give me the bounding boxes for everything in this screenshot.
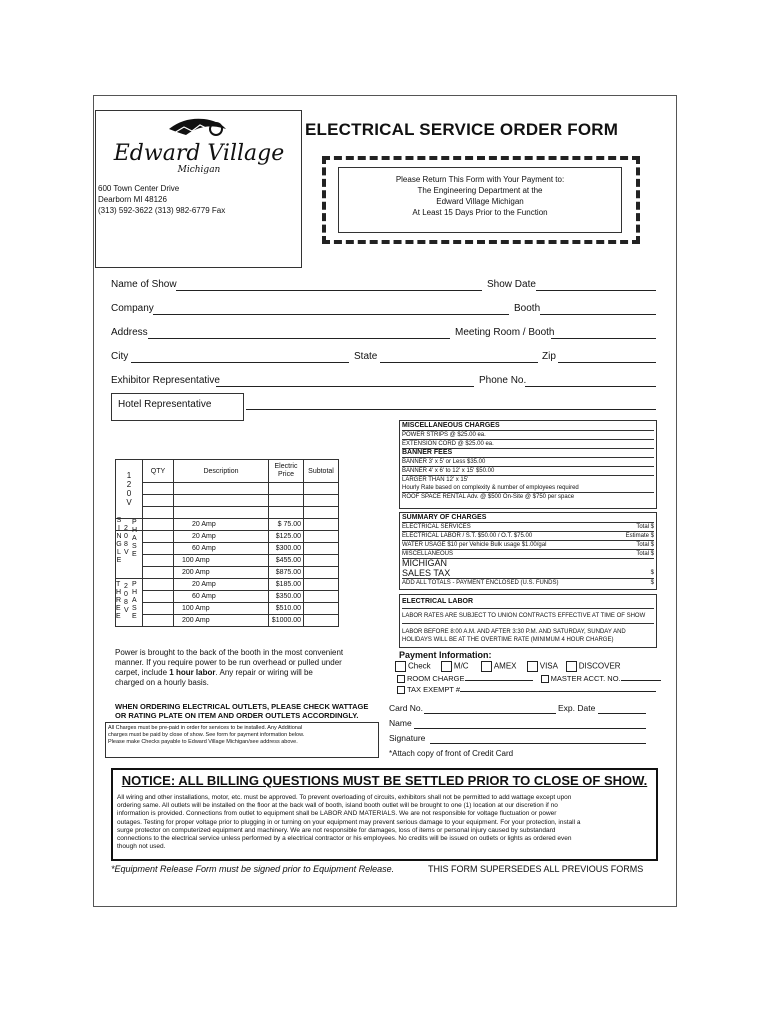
empty-cell (269, 483, 304, 495)
return-instructions (338, 167, 622, 233)
return-line: Please Return This Form with Your Payment to: (395, 175, 565, 184)
discover-label: DISCOVER (578, 661, 621, 671)
desc-cell: 100 Amp (174, 603, 269, 615)
single-phase-cell (116, 517, 143, 579)
address-label: Address (111, 327, 148, 338)
check-label: Check (408, 661, 431, 671)
subtotal-cell[interactable] (304, 531, 339, 543)
price-cell: $1000.00 (269, 615, 304, 627)
summary-label: ADD ALL TOTALS - PAYMENT ENCLOSED (U.S. FUNDS) (402, 580, 559, 586)
notice-line: connections to the electrical service unless performed by a electrical contractor or his employees. No credits will be issued on outlets or lights as ordered even (117, 835, 572, 843)
exhibitor-rep-field[interactable] (216, 386, 474, 387)
payment-methods (395, 661, 621, 672)
prepaid-line: charges must be paid by close of show. See form for payment information below. (108, 732, 305, 738)
price-header: Electric Price (269, 460, 304, 483)
single-208-label: 2 0 8 V (124, 525, 129, 556)
billing-notice-box (111, 768, 658, 861)
subtotal-cell[interactable] (304, 555, 339, 567)
warning-line: WHEN ORDERING ELECTRICAL OUTLETS, PLEASE CHECK WATTAGE (115, 702, 369, 711)
name-of-show-label: Name of Show (111, 279, 177, 290)
subtotal-cell[interactable] (304, 591, 339, 603)
summary-title: SUMMARY OF CHARGES (402, 514, 654, 523)
subtotal-cell[interactable] (304, 519, 339, 531)
table-row (116, 495, 339, 507)
master-acct-label: MASTER ACCT. NO. (550, 674, 621, 683)
show-date-label: Show Date (487, 279, 536, 290)
exp-date-field[interactable] (598, 713, 646, 714)
meeting-room-label: Meeting Room / Booth (455, 327, 555, 338)
price-cell: $ 75.00 (269, 519, 304, 531)
notice-line: outages. Testing for proper voltage prior to plugging in or turning on your equipment may prevent serious damage to your equipment. For your protection, install a (117, 818, 581, 826)
table-row (116, 531, 339, 543)
qty-cell[interactable] (143, 483, 174, 495)
note-line: Power is brought to the back of the booth in the most convenient (115, 648, 344, 657)
qty-cell[interactable] (143, 567, 174, 579)
table-row (116, 591, 339, 603)
room-charge-checkbox[interactable] (397, 675, 405, 683)
power-table (115, 459, 339, 627)
address-field[interactable] (148, 338, 450, 339)
summary-label: SALES TAX (402, 568, 451, 578)
price-cell: $510.00 (269, 603, 304, 615)
banner-row: BANNER 4' x 6' to 12' x 15' $50.00 (402, 467, 654, 476)
signature-field[interactable] (430, 743, 646, 744)
city-label: City (111, 351, 129, 362)
v120-label: 1 2 0 V (126, 471, 132, 507)
address-line: 600 Town Center Drive (98, 184, 180, 193)
attach-card-note: *Attach copy of front of Credit Card (389, 749, 514, 758)
note-text: carpet, include (115, 668, 170, 677)
qty-cell[interactable] (143, 591, 174, 603)
qty-cell[interactable] (143, 495, 174, 507)
summary-total: Total $ (636, 542, 654, 548)
power-note (115, 648, 387, 688)
state-label: State (354, 351, 378, 362)
hotel-rep-field[interactable] (246, 409, 656, 410)
three-phase-cell (116, 579, 143, 627)
subtotal-cell[interactable] (304, 603, 339, 615)
phone-label: Phone No. (479, 375, 527, 386)
zip-label: Zip (542, 351, 556, 362)
empty-cell (269, 507, 304, 519)
banner-row: Hourly Rate based on complexity & number of employees required (402, 484, 654, 493)
desc-cell: 200 Amp (174, 615, 269, 627)
booth-label: Booth (514, 303, 541, 314)
tax-exempt-label: TAX EXEMPT # (407, 685, 461, 694)
labor-text: LABOR BEFORE 8:00 A.M. AND AFTER 3:30 P.M. AND SATURDAY, SUNDAY AND (402, 629, 626, 635)
table-row (116, 507, 339, 519)
subtotal-cell[interactable] (304, 495, 339, 507)
price-cell: $300.00 (269, 543, 304, 555)
name-label: Name (389, 718, 412, 728)
table-row (116, 567, 339, 579)
summary-label: ELECTRICAL SERVICES (402, 524, 471, 530)
table-row (116, 579, 339, 591)
summary-row (402, 523, 654, 532)
logo-subtitle: Michigan (177, 165, 221, 175)
return-line: The Engineering Department at the (417, 186, 543, 195)
single-label: S I N G L E (116, 517, 122, 564)
warning-line: OR RATING PLATE ON ITEM AND ORDER OUTLETS ACCORDINGLY. (115, 711, 359, 720)
equipment-release-note: *Equipment Release Form must be signed prior to Equipment Release. (111, 864, 395, 874)
tax-exempt-row (397, 685, 656, 694)
notice-line: ordering same. All outlets will be installed on the floor at the back wall of booth, island booth outlet will be brought to one (1) location at our discretion if no (117, 802, 558, 810)
discover-checkbox[interactable] (566, 661, 577, 672)
table-row (116, 519, 339, 531)
empty-cell (174, 507, 269, 519)
summary-of-charges-box (399, 512, 657, 590)
qty-cell[interactable] (143, 555, 174, 567)
summary-label: ELECTRICAL LABOR / S.T. $50.00 / O.T. $75.00 (402, 533, 533, 539)
meeting-room-field[interactable] (551, 338, 656, 339)
zip-field[interactable] (558, 362, 656, 363)
summary-total: $ (650, 570, 654, 576)
table-row (116, 483, 339, 495)
notice-title: NOTICE: ALL BILLING QUESTIONS MUST BE SETTLED PRIOR TO CLOSE OF SHOW. (121, 773, 648, 788)
subtotal-cell[interactable] (304, 483, 339, 495)
summary-total: $ (650, 580, 654, 586)
company-field[interactable] (153, 314, 509, 315)
summary-row (402, 541, 654, 550)
summary-label: MICHIGAN (402, 558, 447, 568)
price-cell: $350.00 (269, 591, 304, 603)
price-cell: $185.00 (269, 579, 304, 591)
hotel-representative-box: Hotel Representative (111, 393, 244, 421)
qty-cell[interactable] (143, 519, 174, 531)
desc-cell: 60 Amp (174, 591, 269, 603)
tax-exempt-checkbox[interactable] (397, 686, 405, 694)
roof-space-row: ROOF SPACE RENTAL Adv. @ $500 On-Site @ $750 per space (402, 494, 575, 500)
price-cell: $125.00 (269, 531, 304, 543)
summary-row (402, 532, 654, 541)
logo-wordmark: Edward Village (113, 141, 285, 166)
banner-row: LARGER THAN 12' x 15' (402, 477, 469, 483)
amex-checkbox[interactable] (481, 661, 492, 672)
prepaid-line: Please make Checks payable to Edward Village Michigan/see address above. (108, 739, 298, 745)
subtotal-cell[interactable] (304, 543, 339, 555)
mc-checkbox[interactable] (441, 661, 452, 672)
signature-label: Signature (389, 733, 426, 743)
summary-label: MISCELLANEOUS (402, 551, 454, 557)
notice-line: All wiring and other installations, motor, etc. must be approved. To prevent overloading of circuits, exhibitors shall not be permitted to add wattage except upon (117, 794, 572, 801)
qty-cell[interactable] (143, 507, 174, 519)
room-charge-label: ROOM CHARGE (407, 674, 465, 683)
note-text: . Any repair or wiring will be (215, 668, 313, 677)
qty-cell[interactable] (143, 543, 174, 555)
summary-total: Total $ (636, 551, 654, 557)
note-line: manner. If you require power to be run overhead or pulled under (115, 658, 342, 667)
table-row (116, 555, 339, 567)
card-no-field[interactable] (424, 713, 556, 714)
visa-checkbox[interactable] (527, 661, 538, 672)
labor-text: HOLIDAYS WILL BE AT THE OVERTIME RATE (MINIMUM 4 HOUR CHARGE) (402, 637, 614, 643)
desc-cell: 200 Amp (174, 567, 269, 579)
return-line: Edward Village Michigan (436, 197, 524, 206)
logo-box (95, 110, 302, 268)
qty-cell[interactable] (143, 531, 174, 543)
v120-cell (116, 460, 143, 519)
summary-row (402, 568, 654, 579)
qty-cell[interactable] (143, 615, 174, 627)
phone-field[interactable] (525, 386, 656, 387)
desc-cell: 20 Amp (174, 531, 269, 543)
note-line: charged on a hourly basis. (115, 678, 209, 687)
misc-title: MISCELLANEOUS CHARGES (402, 422, 654, 431)
logo-emblem-icon (164, 115, 234, 141)
master-acct-checkbox[interactable] (541, 675, 549, 683)
subtotal-cell[interactable] (304, 567, 339, 579)
state-field[interactable] (380, 362, 538, 363)
qty-cell[interactable] (143, 579, 174, 591)
phase-label: P H A S E (132, 519, 138, 558)
prepaid-line: All Charges must be pre-paid in order for services to be installed. Any Additional (108, 725, 303, 731)
notice-line: information is provided. Connections from outlet to equipment shall be LABOR AND MATERIALS. We are not responsible for voltage fluctuation or power (117, 810, 557, 818)
three-208-label: 2 0 8 V (124, 583, 129, 614)
subtotal-cell[interactable] (304, 507, 339, 519)
notice-line: surge protector on computerized equipment and machinery. We are not responsible for damages, loss of items or personal injury caused by substandard (117, 826, 556, 834)
notice-body (117, 794, 652, 851)
exp-date-label: Exp. Date (558, 703, 596, 713)
card-no-label: Card No. (389, 703, 424, 713)
table-row (116, 543, 339, 555)
check-checkbox[interactable] (395, 661, 406, 672)
note-bold: 1 hour labor (169, 668, 216, 677)
payment-title: Payment Information: (399, 650, 492, 660)
exhibitor-rep-label: Exhibitor Representative (111, 375, 220, 386)
qty-header: QTY (143, 460, 174, 483)
qty-cell[interactable] (143, 603, 174, 615)
desc-cell: 100 Amp (174, 555, 269, 567)
return-line: At Least 15 Days Prior to the Function (412, 208, 548, 217)
form-title: ELECTRICAL SERVICE ORDER FORM (305, 120, 619, 139)
description-header: Description (174, 460, 269, 483)
amex-label: AMEX (493, 661, 517, 671)
desc-cell: 60 Amp (174, 543, 269, 555)
summary-total: Total $ (636, 524, 654, 530)
visa-label: VISA (539, 661, 558, 671)
subtotal-cell[interactable] (304, 615, 339, 627)
empty-cell (174, 495, 269, 507)
summary-row (402, 579, 654, 587)
mc-label: M/C (453, 661, 469, 671)
price-cell: $875.00 (269, 567, 304, 579)
power-strips-row: POWER STRIPS @ $25.00 ea. (402, 431, 654, 440)
city-field[interactable] (131, 362, 349, 363)
three-label: T H R E E (116, 581, 122, 620)
desc-cell: 20 Amp (174, 579, 269, 591)
empty-cell (269, 495, 304, 507)
subtotal-header: Subtotal (304, 460, 339, 483)
master-acct-field[interactable] (621, 680, 661, 681)
desc-cell: 20 Amp (174, 519, 269, 531)
room-charge-row (397, 674, 661, 683)
company-label: Company (111, 303, 154, 314)
address-line: (313) 592-3622 (313) 982-6779 Fax (98, 206, 226, 215)
empty-cell (174, 483, 269, 495)
outlet-warning (115, 702, 368, 720)
note-line (115, 668, 387, 678)
table-row (116, 615, 339, 627)
price-cell: $455.00 (269, 555, 304, 567)
address-line: Dearborn MI 48126 (98, 195, 167, 204)
room-charge-field[interactable] (465, 680, 533, 681)
electrical-labor-box (399, 594, 657, 648)
miscellaneous-charges-box (399, 420, 657, 509)
tax-exempt-field[interactable] (460, 691, 656, 692)
booth-field[interactable] (540, 314, 656, 315)
three-phase-label: P H A S E (132, 581, 138, 620)
summary-total: Estimate $ (625, 533, 654, 539)
banner-fees-title: BANNER FEES (402, 449, 654, 458)
prepaid-note-box (105, 722, 379, 758)
hotel-address (98, 183, 225, 216)
name-of-show-field[interactable] (176, 290, 482, 291)
labor-title: ELECTRICAL LABOR (402, 598, 474, 605)
table-row (116, 603, 339, 615)
subtotal-cell[interactable] (304, 579, 339, 591)
power-header-row (116, 460, 339, 483)
name-field[interactable] (414, 728, 646, 729)
supersedes-note: THIS FORM SUPERSEDES ALL PREVIOUS FORMS (428, 864, 644, 874)
show-date-field[interactable] (536, 290, 656, 291)
summary-label: WATER USAGE $10 per Vehicle Bulk usage $1.00/gal (402, 542, 547, 548)
ext-cord-row: EXTENSION CORD @ $25.00 ea. (402, 440, 654, 449)
notice-line: though not used. (117, 843, 166, 851)
banner-row: BANNER 3' x 5' or Less $35.00 (402, 458, 654, 467)
labor-text: LABOR RATES ARE SUBJECT TO UNION CONTRACTS EFFECTIVE AT TIME OF SHOW (402, 608, 654, 624)
